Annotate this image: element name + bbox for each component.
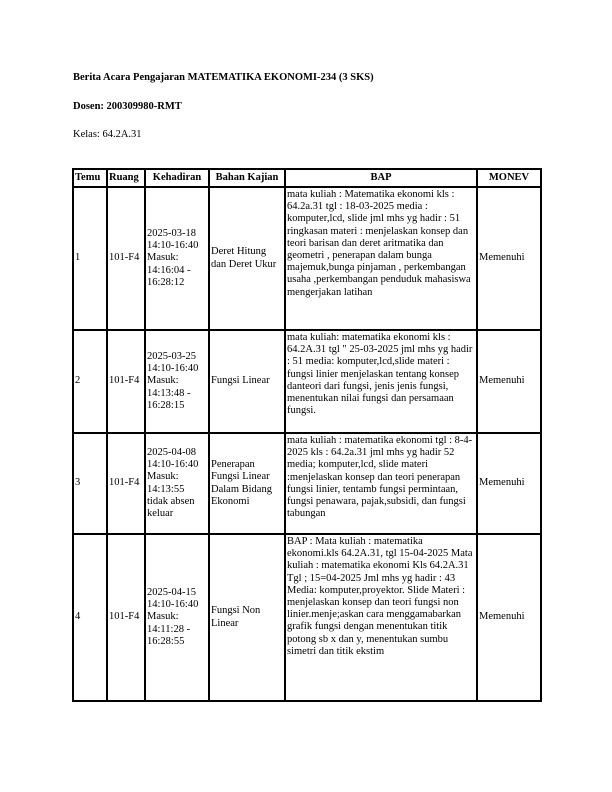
cell-ruang: 101-F4 <box>107 534 145 701</box>
table-row <box>73 433 541 534</box>
cell-bahan-kajian: Fungsi Linear <box>209 330 285 433</box>
cell-temu: 2 <box>73 330 107 433</box>
col-header-temu: Temu <box>73 169 107 187</box>
cell-kehadiran: 2025-03-25 14:10-16:40 Masuk: 14:13:48 - 16:28:15 <box>145 330 209 433</box>
cell-temu: 4 <box>73 534 107 701</box>
col-header-bahan-kajian: Bahan Kajian <box>209 169 285 187</box>
cell-bap: BAP : Mata kuliah : matematika ekonomi.kls 64.2A.31, tgl 15-04-2025 Mata kuliah : matematika ekonomi Kls 64.2A.31 Tgl ; 15=04-2025 Jml mhs yg hadir : 43 Media: komputer,proyektor. Slide Materi : menjelaskan konsep dan teori fungsi non linier.menje;askan cara menggamabarkan grafik fungsi dengan menentukan titik potong sb x dan y, menentukan sumbu simetri dan titik ekstim <box>285 534 477 701</box>
dosen-label: Dosen: <box>73 101 107 112</box>
bap-table <box>72 168 542 702</box>
cell-bahan-kajian: Fungsi Non Linear <box>209 534 285 701</box>
cell-bap: mata kuliah : Matematika ekonomi kls : 64.2a.31 tgl : 18-03-2025 media : komputer,lcd, slide jml mhs yg hadir : 51 ringkasan materi : menjelaskan konsep dan teori barisan dan deret aritmatika dan geometri , penerapan dalam bunga majemuk,bunga pinjaman , perkembangan usaha ,perkembangan penduduk mahasiswa mengerjakan latihan <box>285 187 477 330</box>
cell-bahan-kajian: Deret Hitung dan Deret Ukur <box>209 187 285 330</box>
cell-bap: mata kuliah : matematika ekonomi tgl : 8-4-2025 kls : 64.2a.31 jml mhs yg hadir 52 media; komputer,lcd, slide materi :menjelaskan konsep dan teori penerapan fungsi linier, tentamb fungsi permintaan, fungsi penawara, pajak,subsidi, dan fungsi tabungan <box>285 433 477 534</box>
cell-ruang: 101-F4 <box>107 433 145 534</box>
cell-bahan-kajian: Penerapan Fungsi Linear Dalam Bidang Ekonomi <box>209 433 285 534</box>
cell-kehadiran: 2025-04-08 14:10-16:40 Masuk: 14:13:55 tidak absen keluar <box>145 433 209 534</box>
cell-ruang: 101-F4 <box>107 187 145 330</box>
table-row <box>73 330 541 433</box>
col-header-kehadiran: Kehadiran <box>145 169 209 187</box>
col-header-ruang: Ruang <box>107 169 145 187</box>
cell-temu: 3 <box>73 433 107 534</box>
cell-monev: Memenuhi <box>477 330 541 433</box>
page-title: Berita Acara Pengajaran MATEMATIKA EKONOMI-234 (3 SKS) <box>73 72 374 83</box>
cell-monev: Memenuhi <box>477 433 541 534</box>
cell-kehadiran: 2025-04-15 14:10-16:40 Masuk: 14:11:28 - 16:28:55 <box>145 534 209 701</box>
cell-monev: Memenuhi <box>477 534 541 701</box>
dosen-value: 200309980-RMT <box>106 101 182 112</box>
cell-kehadiran: 2025-03-18 14:10-16:40 Masuk: 14:16:04 - 16:28:12 <box>145 187 209 330</box>
cell-bap: mata kuliah: matematika ekonomi kls : 64.2A.31 tgl " 25-03-2025 jml mhs yg hadir : 51 media: komputer,lcd,slide materi : fungsi linier menjelaskan tentang konsep danteori dari fungsi, jenis jenis fungsi, menentukan nilai fungsi dan persamaan fungsi. <box>285 330 477 433</box>
dosen-line <box>73 101 182 112</box>
table-row <box>73 534 541 701</box>
table-row <box>73 187 541 330</box>
table-header-row <box>73 169 541 187</box>
col-header-monev: MONEV <box>477 169 541 187</box>
kelas-line: Kelas: 64.2A.31 <box>73 129 142 140</box>
col-header-bap: BAP <box>285 169 477 187</box>
cell-temu: 1 <box>73 187 107 330</box>
cell-ruang: 101-F4 <box>107 330 145 433</box>
cell-monev: Memenuhi <box>477 187 541 330</box>
